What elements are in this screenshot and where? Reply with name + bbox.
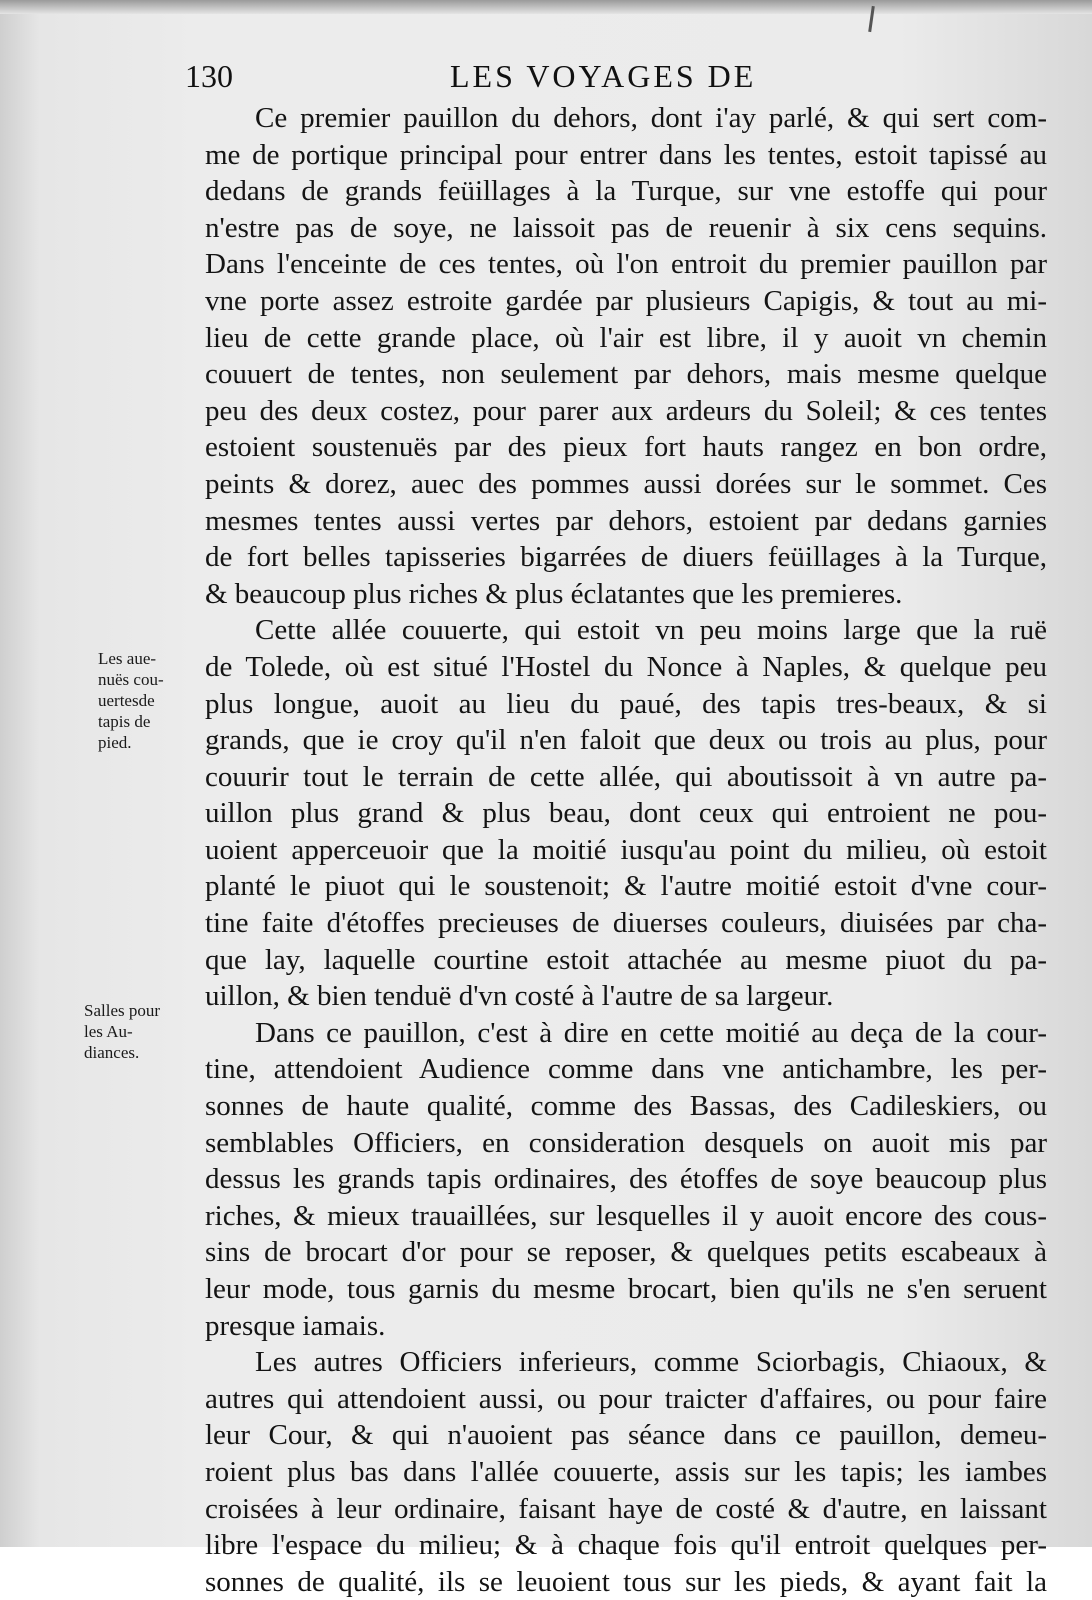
- text-line: leur mode, tous garnis du mesme brocart, bien qu'ils ne s'en seruent: [205, 1273, 1047, 1305]
- text-line: Ce premier pauillon du dehors, dont i'ay parlé, & qui sert com-: [255, 102, 1047, 134]
- body-text: [205, 100, 1047, 1600]
- text-line: semblables Officiers, en consideration desquels on auoit mis par: [205, 1126, 1047, 1159]
- marginal-note-line: Salles pour: [84, 1001, 161, 1020]
- marginal-note-line: Les aue-: [98, 649, 157, 668]
- text-line: libre l'espace du milieu; & à chaque fois qu'il entroit quelques per-: [205, 1529, 1047, 1562]
- text-line: de Tolede, où est situé l'Hostel du Nonce à Naples, & quelque peu: [205, 650, 1047, 683]
- text-line: Cette allée couuerte, qui estoit vn peu moins large que la ruë: [255, 614, 1047, 647]
- text-line: Dans ce pauillon, c'est à dire en cette moitié au deça de la cour-: [255, 1016, 1047, 1049]
- marginal-note-avenues: [98, 648, 164, 753]
- marginal-note-line: diances.: [84, 1043, 140, 1062]
- text-line: sins de brocart d'or pour se reposer, & quelques petits escabeaux à: [205, 1236, 1047, 1269]
- page-number: 130: [185, 58, 233, 94]
- text-line: dessus les grands tapis ordinaires, des étoffes de soye beaucoup plus: [205, 1163, 1047, 1196]
- text-line: mesmes tentes aussi vertes par dehors, estoient par dedans garnies: [205, 504, 1047, 537]
- text-line: me de portique principal pour entrer dans les tentes, estoit tapissé au: [205, 138, 1047, 171]
- running-title: LES VOYAGES DE: [450, 58, 757, 94]
- page-top-edge: [0, 0, 1092, 14]
- text-line: uillon, & bien tenduë d'vn costé à l'autre de sa largeur.: [205, 980, 834, 1013]
- text-line: autres qui attendoient aussi, ou pour traicter d'affaires, ou pour faire: [205, 1382, 1047, 1415]
- text-line: Dans l'enceinte de ces tentes, où l'on entroit du premier pauillon par: [205, 248, 1047, 281]
- text-line: peints & dorez, auec des pommes aussi dorées sur le sommet. Ces: [205, 467, 1047, 500]
- marginal-note-audience-halls: [84, 1000, 160, 1063]
- text-line: presque iamais.: [205, 1309, 386, 1342]
- text-line: uillon plus grand & plus beau, dont ceux qui entroient ne pou-: [205, 797, 1047, 830]
- marginal-note-line: les Au-: [84, 1022, 133, 1041]
- text-line: peu des deux costez, pour parer aux ardeurs du Soleil; & ces tentes: [205, 394, 1047, 427]
- running-head: [0, 58, 1092, 94]
- text-line: estoient soustenuës par des pieux fort hauts rangez en bon ordre,: [205, 431, 1047, 464]
- text-line: grands, que ie croy qu'il n'en faloit que deux ou trois au plus, pour: [205, 724, 1047, 757]
- text-line: leur Cour, & qui n'auoient pas séance dans ce pauillon, demeu-: [205, 1419, 1047, 1452]
- text-line: que lay, laquelle courtine estoit attachée au mesme piuot du pa-: [205, 943, 1047, 976]
- text-line: couurir tout le terrain de cette allée, qui aboutissoit à vn autre pa-: [205, 760, 1047, 793]
- text-line: riches, & mieux trauaillées, sur lesquelles il y auoit encore des cous-: [205, 1199, 1047, 1232]
- text-line: croisées à leur ordinaire, faisant haye de costé & d'autre, en laissant: [205, 1492, 1047, 1525]
- text-line: Les autres Officiers inferieurs, comme Sciorbagis, Chiaoux, &: [255, 1346, 1047, 1379]
- text-line: de fort belles tapisseries bigarrées de diuers feüillages à la Turque,: [205, 541, 1047, 574]
- text-line: dedans de grands feüillages à la Turque, sur vne estoffe qui pour: [205, 175, 1047, 208]
- text-line: couuert de tentes, non seulement par dehors, mais mesme quelque: [205, 358, 1047, 391]
- text-line: roient plus bas dans l'allée couuerte, assis sur les tapis; les iambes: [205, 1455, 1047, 1488]
- text-line: uoient apperceuoir que la moitié iusqu'au point du milieu, où estoit: [205, 833, 1047, 866]
- marginal-note-line: pied.: [98, 733, 132, 752]
- text-line: tine, attendoient Audience comme dans vne antichambre, les per-: [205, 1053, 1047, 1086]
- text-line: & beaucoup plus riches & plus éclatantes que les premieres.: [205, 577, 903, 610]
- marginal-note-line: nuës cou-: [98, 670, 164, 689]
- text-line: sonnes de qualité, ils se leuoient tous sur les pieds, & ayant fait la: [205, 1565, 1047, 1598]
- text-line: vne porte assez estroite gardée par plusieurs Capigis, & tout au mi-: [205, 284, 1047, 317]
- text-line: planté le piuot qui le soustenoit; & l'autre moitié estoit d'vne cour-: [205, 870, 1047, 903]
- text-line: n'estre pas de soye, ne laissoit pas de reuenir à six cens sequins.: [205, 211, 1047, 244]
- text-line: sonnes de haute qualité, comme des Bassas, des Cadileskiers, ou: [205, 1090, 1047, 1123]
- text-line: plus longue, auoit au lieu du paué, des tapis tres-beaux, & si: [205, 687, 1047, 720]
- marginal-note-line: tapis de: [98, 712, 151, 731]
- marginal-note-line: uertesde: [98, 691, 155, 710]
- text-line: lieu de cette grande place, où l'air est libre, il y auoit vn chemin: [205, 321, 1047, 354]
- text-line: tine faite d'étoffes precieuses de diuerses couleurs, diuisées par cha-: [205, 907, 1047, 940]
